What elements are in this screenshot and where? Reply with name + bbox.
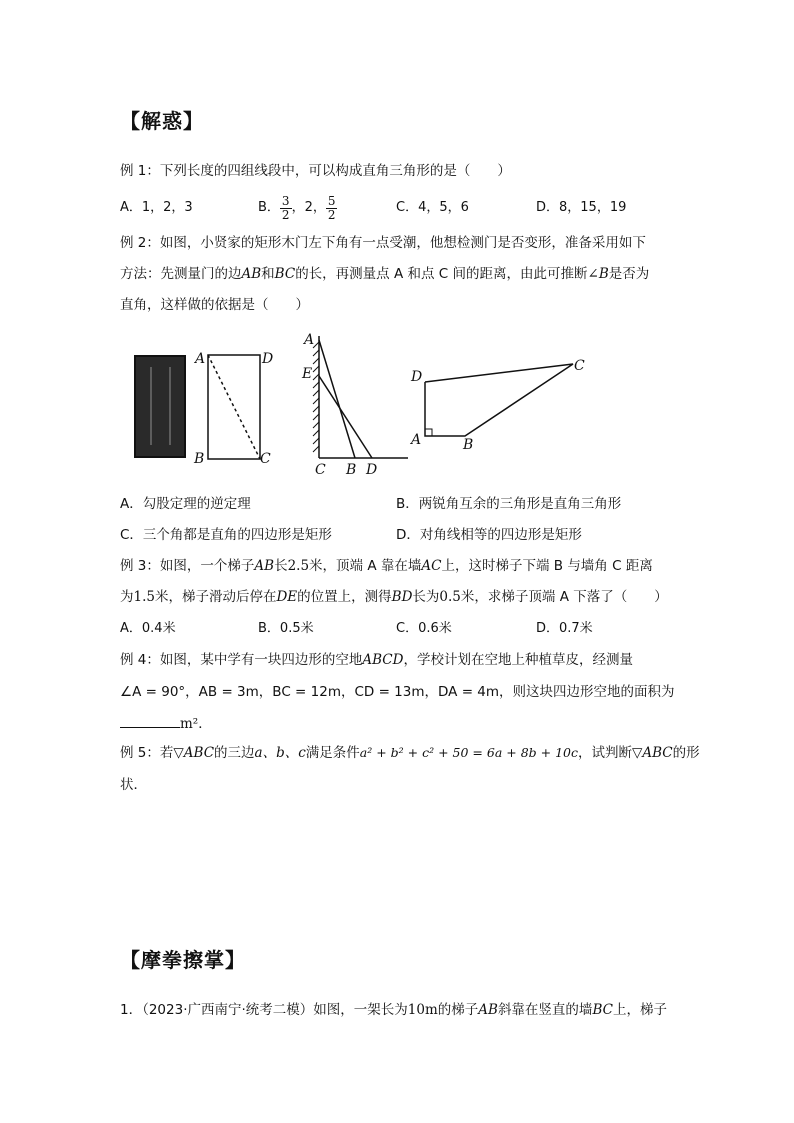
text-segment: 米，梯子滑动后停在	[154, 589, 277, 605]
value-length: 2.5	[287, 558, 310, 574]
example-4-line-1	[120, 650, 633, 670]
option-b-prefix: B．	[258, 200, 280, 215]
right-angle-mark	[425, 429, 432, 436]
triangle-abc: ▽ABC	[631, 745, 673, 761]
example-2-option-a: A．勾股定理的逆定理	[120, 496, 251, 512]
section-heading-moquan: 【摩拳擦掌】	[120, 948, 246, 972]
example-5-line-1	[120, 743, 700, 763]
example-1-option-a: A．1，2，3	[120, 200, 193, 215]
segment-ab: AB	[254, 558, 275, 574]
label-a: A	[411, 432, 422, 448]
example-3-line-2	[120, 587, 668, 607]
text-segment: 和	[261, 266, 275, 282]
example-3-option-c: C．0.6米	[396, 621, 452, 636]
text-segment: 例 5：若	[120, 745, 174, 761]
text-segment: 的三边	[214, 745, 255, 761]
text-segment: 长	[274, 558, 288, 574]
example-5-line-2: 状．	[120, 777, 147, 793]
question-1-line-1	[120, 1000, 667, 1020]
example-4-line-2: ∠A = 90°，AB = 3m，BC = 12m，CD = 13m，DA = 4m，则这块四边形空地的面积为	[120, 684, 675, 700]
segment-ab: AB	[241, 266, 262, 282]
segment-bc: BC	[274, 266, 296, 282]
angle-b: ∠B	[587, 266, 609, 282]
example-4-line-3	[120, 713, 212, 734]
label-b: B	[346, 462, 357, 478]
text-segment: 的形	[672, 745, 700, 761]
text-segment: 的梯子	[437, 1002, 479, 1018]
example-2-option-b: B．两锐角互余的三角形是直角三角形	[396, 496, 622, 512]
segment-de: DE	[276, 589, 298, 605]
wall-hatching	[313, 342, 319, 452]
ladder-ed	[319, 376, 372, 458]
quadrilateral-name: ABCD	[362, 652, 404, 668]
text-segment: 的长，再测量点 A 和点 C 间的距离，由此可推断	[295, 266, 588, 282]
label-d: D	[262, 351, 274, 367]
label-b: B	[463, 437, 474, 453]
example-2-line-2	[120, 264, 649, 284]
text-segment: 例 3：如图，一个梯子	[120, 558, 255, 574]
segment-ac: AC	[421, 558, 442, 574]
fraction-numerator: 3	[281, 193, 290, 208]
text-segment: 例 4：如图，某中学有一块四边形的空地	[120, 652, 363, 668]
value-distance: 1.5	[133, 589, 155, 605]
option-b-middle: ，2，	[291, 200, 326, 215]
text-segment: 1．（2023·广西南宁·统考二模）如图，一架长为	[120, 1002, 408, 1018]
label-d: D	[366, 462, 378, 478]
text-segment: 是否为	[608, 266, 650, 282]
triangle-abc: ▽ABC	[173, 745, 215, 761]
text-segment: 方法：先测量门的边	[120, 266, 242, 282]
label-c: C	[260, 451, 271, 467]
example-1-stem: 例 1：下列长度的四组线段中，可以构成直角三角形的是（ ）	[120, 163, 511, 179]
text-segment: 满足条件	[305, 745, 360, 761]
fraction-numerator: 5	[327, 193, 336, 208]
fraction-three-halves	[280, 195, 292, 222]
answer-blank[interactable]	[120, 713, 180, 728]
rectangle-door-figure	[190, 345, 280, 470]
fraction-five-halves	[326, 195, 338, 222]
example-3-line-1	[120, 556, 653, 576]
text-segment: 上，这时梯子下端 B 与墙角 C 距离	[441, 558, 653, 574]
quadrilateral-figure	[405, 350, 600, 455]
segment-bc: BC	[592, 1002, 613, 1018]
label-e: E	[302, 366, 313, 382]
text-segment: ，试判断	[577, 745, 632, 761]
text-segment: 为	[120, 589, 134, 605]
example-1-option-c: C．4，5，6	[396, 200, 469, 215]
example-2-option-c: C．三个角都是直角的四边形是矩形	[120, 527, 332, 543]
value-bd: 0.5	[439, 589, 461, 605]
example-1-option-b	[258, 190, 337, 226]
example-2-option-d: D．对角线相等的四边形是矩形	[396, 527, 582, 543]
example-3-option-a: A．0.4米	[120, 621, 176, 636]
unit-square-meters: m²．	[180, 716, 212, 732]
ladder-ab	[319, 340, 355, 458]
label-a: A	[304, 332, 315, 348]
section-heading-jiehuo: 【解惑】	[120, 109, 204, 133]
diagonal-ac-dashed	[208, 355, 260, 459]
text-segment: 上，梯子	[612, 1002, 667, 1018]
sides-abc: a、b、c	[254, 745, 306, 761]
text-segment: 米，顶端 A 靠在墙	[309, 558, 422, 574]
photo-streak	[169, 367, 171, 445]
label-c: C	[574, 358, 585, 374]
text-segment: 米，求梯子顶端 A 下落了（ ）	[460, 589, 668, 605]
fraction-denominator: 2	[281, 207, 290, 222]
label-c: C	[315, 462, 326, 478]
example-2-line-1: 例 2：如图，小贤家的矩形木门左下角有一点受潮，他想检测门是否变形，准备采用如下	[120, 235, 646, 251]
text-segment: 斜靠在竖直的墙	[497, 1002, 593, 1018]
quadrilateral-abcd	[425, 364, 573, 436]
text-segment: 长为	[412, 589, 440, 605]
value-length: 10m	[407, 1002, 438, 1018]
text-segment: 的位置上，测得	[297, 589, 392, 605]
text-segment: ，学校计划在空地上种植草皮，经测量	[403, 652, 633, 668]
segment-bd: BD	[391, 589, 413, 605]
label-a: A	[195, 351, 206, 367]
photo-streak	[150, 367, 152, 445]
fraction-denominator: 2	[327, 207, 336, 222]
example-2-line-3: 直角，这样做的依据是（ ）	[120, 297, 309, 313]
example-3-option-b: B．0.5米	[258, 621, 314, 636]
example-1-option-d: D．8，15，19	[536, 200, 627, 215]
label-d: D	[411, 369, 423, 385]
segment-ab: AB	[478, 1002, 498, 1018]
ladder-wall-figure	[296, 328, 411, 480]
door-photo-image	[134, 355, 186, 458]
label-b: B	[194, 451, 205, 467]
example-3-option-d: D．0.7米	[536, 621, 593, 636]
condition-equation: a² + b² + c² + 50 = 6a + 8b + 10c	[359, 745, 578, 760]
